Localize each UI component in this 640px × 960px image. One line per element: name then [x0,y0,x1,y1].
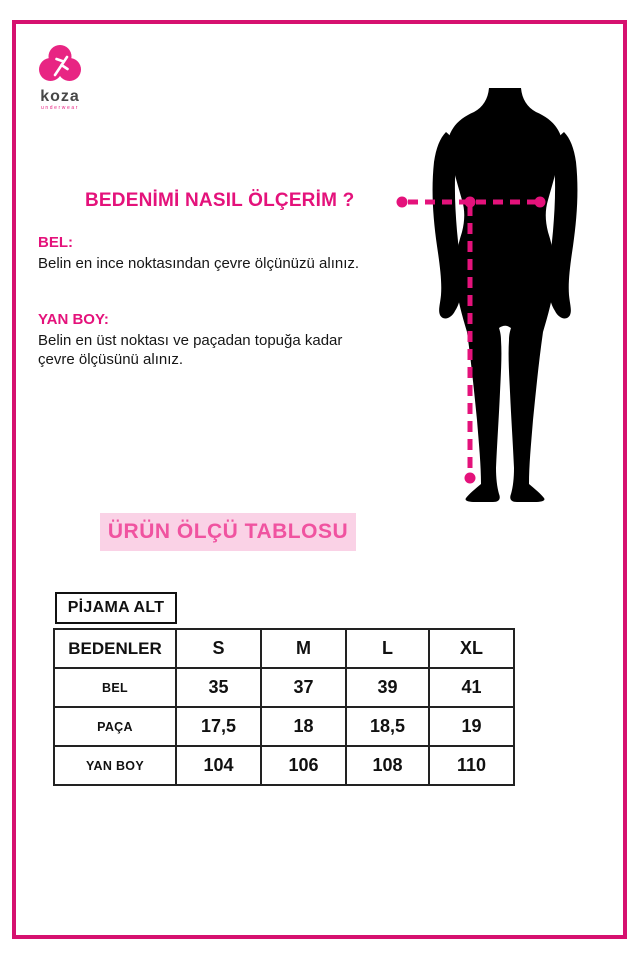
koza-cocoon-icon [34,44,86,84]
size-table-banner [100,513,356,551]
body-silhouette [448,88,562,502]
side-length-section-label: YAN BOY: [38,311,109,328]
header-size-l: L [346,629,429,668]
header-size-xl: XL [429,629,514,668]
table-row-side-length [54,746,514,785]
waist-xl: 41 [429,668,514,707]
product-name: PİJAMA ALT [67,599,165,616]
header-sizes: BEDENLER [54,629,176,668]
table-row-waist [54,668,514,707]
waist-l: 39 [346,668,429,707]
side-length-section-text: Belin en üst noktası ve paçadan topuğa kadar çevre ölçüsünü alınız. [38,332,343,368]
side-length-s: 104 [176,746,261,785]
side-length-l: 108 [346,746,429,785]
waist-measure-section [38,234,378,273]
brand-logo [34,44,86,111]
guide-title: BEDENİMİ NASIL ÖLÇERİM ? [85,190,355,211]
table-row-hem [54,707,514,746]
waist-section-text: Belin en ince noktasından çevre ölçünüzü alınız. [38,255,360,272]
row-label-side-length: YAN BOY [54,746,176,785]
waist-m: 37 [261,668,346,707]
size-table [53,628,515,786]
header-size-m: M [261,629,346,668]
hem-l: 18,5 [346,707,429,746]
hem-s: 17,5 [176,707,261,746]
hem-xl: 19 [429,707,514,746]
size-table-header-row [54,629,514,668]
header-size-s: S [176,629,261,668]
side-length-m: 106 [261,746,346,785]
side-length-xl: 110 [429,746,514,785]
size-table-banner-title: ÜRÜN ÖLÇÜ TABLOSU [107,520,349,543]
side-length-section [38,311,378,369]
brand-name: koza [40,88,80,105]
product-name-box [55,592,177,624]
row-label-waist: BEL [54,668,176,707]
hem-m: 18 [261,707,346,746]
brand-subtitle: underwear [40,105,80,111]
row-label-hem: PAÇA [54,707,176,746]
waist-s: 35 [176,668,261,707]
body-measurement-diagram [395,85,595,505]
waist-section-label: BEL: [38,234,73,251]
